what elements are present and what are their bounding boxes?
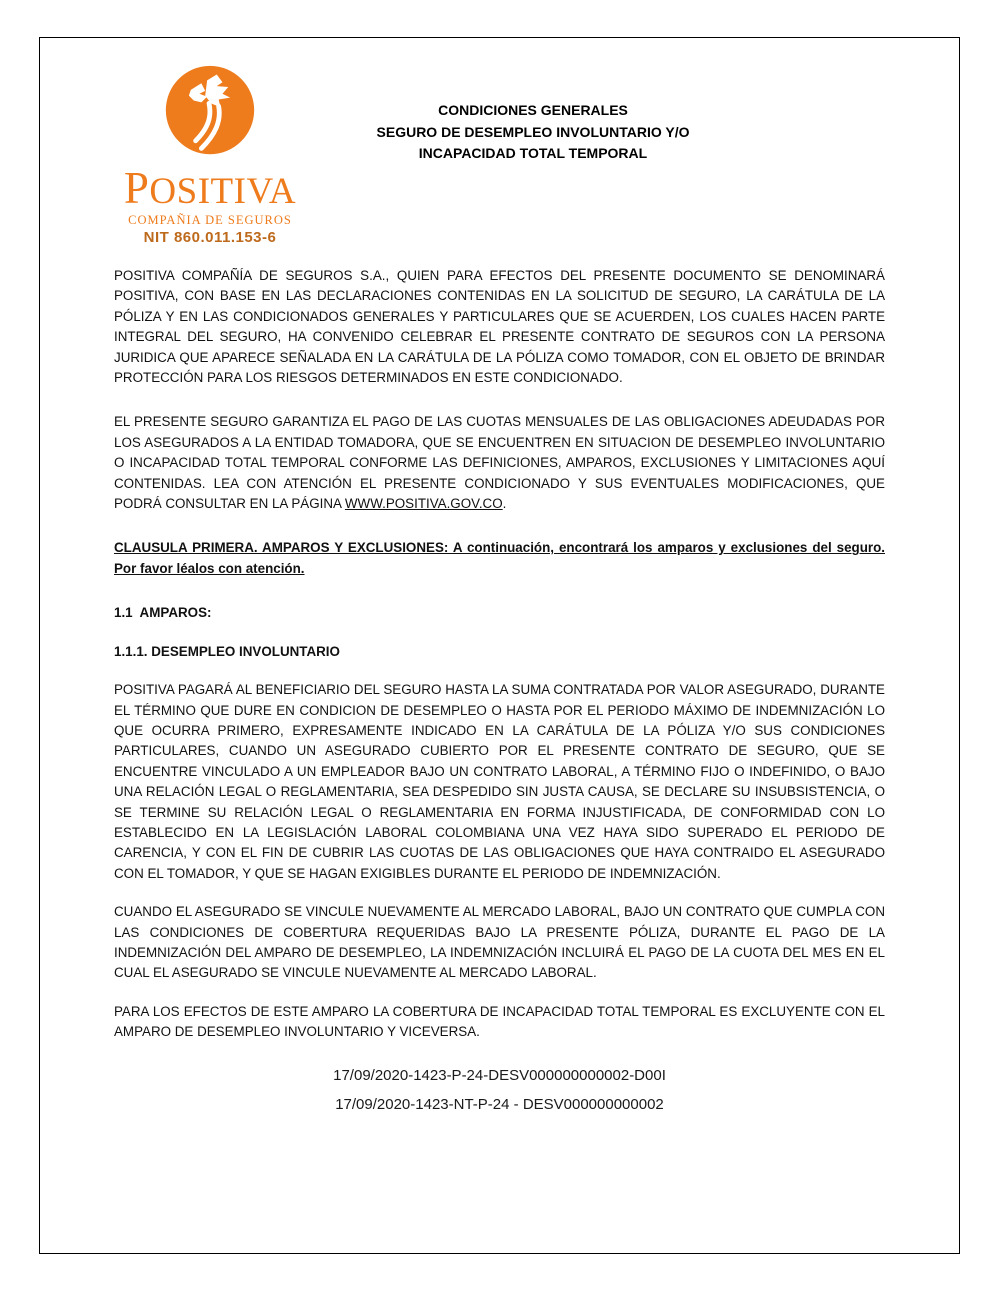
section-1-1-amparos: 1.1 AMPAROS: [114, 605, 212, 621]
logo-tagline: COMPAÑIA DE SEGUROS [128, 213, 292, 227]
paragraph-intro: POSITIVA COMPAÑÍA DE SEGUROS S.A., QUIEN PARA EFECTOS DEL PRESENTE DOCUMENTO SE DENOMINARÁ POSITIVA, CON BASE EN LAS DECLARACIONES CONTENIDAS EN LA SOLICITUD DE SEGURO, LA CARÁTULA DE LA PÓLIZA Y EN LAS CONDICIONADOS GENERALES Y PARTICULARES QUE SE ACUERDEN, LOS CUALES HACEN PARTE INTEGRAL DEL SEGURO, HA CONVENIDO CELEBRAR EL PRESENTE CONTRATO DE SEGUROS CON LA PERSONA JURIDICA QUE APARECE SEÑALADA EN LA CARÁTULA DE LA PÓLIZA COMO TOMADOR, CON EL OBJETO DE BRINDAR PROTECCIÓN PARA LOS RIESGOS DETERMINADOS EN ESTE CONDICIONADO. [114, 268, 885, 386]
document-footer [114, 1061, 885, 1119]
footer-code-line-2: 17/09/2020-1423-NT-P-24 - DESV000000000002 [335, 1095, 664, 1113]
paragraph-guarantee-end: . [502, 496, 507, 512]
document-title [230, 100, 836, 165]
title-line-1: CONDICIONES GENERALES [438, 102, 628, 118]
title-line-3: INCAPACIDAD TOTAL TEMPORAL [418, 145, 648, 161]
paragraph-guarantee-text: EL PRESENTE SEGURO GARANTIZA EL PAGO DE LAS CUOTAS MENSUALES DE LAS OBLIGACIONES ADEUDADAS POR LOS ASEGURADOS A LA ENTIDAD TOMADORA, QUE SE ENCUENTREN EN SITUACION DE DESEMPLEO INVOLUNTARIO O INCAPACIDAD TOTAL TEMPORAL CONFORME LAS DEFINICIONES, AMPAROS, EXCLUSIONES Y LIMITACIONES AQUÍ CONTENIDAS. LEA CON ATENCIÓN EL PRESENTE CONDICIONADO Y SUS EVENTUALES MODIFICACIONES, QUE PODRÁ CONSULTAR EN LA PÁGINA [114, 414, 885, 512]
logo-brand-name: POSITIVA [123, 163, 297, 213]
logo-nit: NIT 860.011.153-6 [143, 228, 277, 246]
footer-code-line-1: 17/09/2020-1423-P-24-DESV000000000002-D00I [333, 1066, 666, 1084]
document-body [40, 266, 959, 1119]
title-line-2: SEGURO DE DESEMPLEO INVOLUNTARIO Y/O [376, 123, 690, 140]
document-header [40, 38, 959, 266]
clause-first-heading: CLAUSULA PRIMERA. AMPAROS Y EXCLUSIONES: A continuación, encontrará los amparos y exclusiones del seguro. Por favor léalos con atención. [114, 540, 885, 576]
paragraph-guarantee [114, 412, 885, 514]
paragraph-payment-terms: POSITIVA PAGARÁ AL BENEFICIARIO DEL SEGURO HASTA LA SUMA CONTRATADA POR VALOR ASEGURADO, DURANTE EL TÉRMINO QUE DURE EN CONDICION DE DESEMPLEO O HASTA POR EL PERIODO MÁXIMO DE INDEMNIZACIÓN LO QUE OCURRA PRIMERO, EXPRESAMENTE INDICADO EN LA CARÁTULA DE LA PÓLIZA Y/O SUS CONDICIONES PARTICULARES, CUANDO UN ASEGURADO CUBIERTO POR EL PRESENTE CONTRATO DE SEGURO, QUE SE ENCUENTRE VINCULADO A UN EMPLEADOR BAJO UN CONTRATO LABORAL, A TÉRMINO FIJO O INDEFINIDO, O BAJO UNA RELACIÓN LEGAL O REGLAMENTARIA, SEA DESPEDIDO SIN JUSTA CAUSA, SE DECLARE SU INSUBSISTENCIA, O SE TERMINE SU RELACIÓN LEGAL O REGLAMENTARIA EN FORMA INJUSTIFICADA, DE CONFORMIDAD CON LO ESTABLECIDO EN LA LEGISLACIÓN LABORAL COLOMBIANA UNA VEZ HAYA SIDO SUPERADO EL PERIODO DE CARENCIA, Y CON EL FIN DE CUBRIR LAS CUOTAS DE LAS OBLIGACIONES QUE HAYA CONTRAIDO EL ASEGURADO CON EL TOMADOR, Y QUE SE HAGAN EXIGIBLES DURANTE EL PERIODO DE INDEMNIZACIÓN. [114, 682, 885, 881]
section-1-1-1-desempleo: 1.1.1. DESEMPLEO INVOLUNTARIO [114, 643, 340, 659]
positiva-url-link[interactable]: WWW.POSITIVA.GOV.CO [344, 496, 503, 512]
paragraph-reemployment: CUANDO EL ASEGURADO SE VINCULE NUEVAMENTE AL MERCADO LABORAL, BAJO UN CONTRATO QUE CUMPLA CON LAS CONDICIONES DE COBERTURA REQUERIDAS BAJO LA PRESENTE PÓLIZA, DURANTE EL PAGO DE LA INDEMNIZACIÓN DEL AMPARO DE DESEMPLEO, LA INDEMNIZACIÓN INCLUIRÁ EL PAGO DE LA CUOTA DEL MES EN EL CUAL EL ASEGURADO SE VINCULE NUEVAMENTE AL MERCADO LABORAL. [114, 904, 885, 981]
page-border-frame [39, 37, 960, 1254]
paragraph-exclusivity: PARA LOS EFECTOS DE ESTE AMPARO LA COBERTURA DE INCAPACIDAD TOTAL TEMPORAL ES EXCLUYENTE CON EL AMPARO DE DESEMPLEO INVOLUNTARIO Y VICEVERSA. [114, 1003, 885, 1040]
